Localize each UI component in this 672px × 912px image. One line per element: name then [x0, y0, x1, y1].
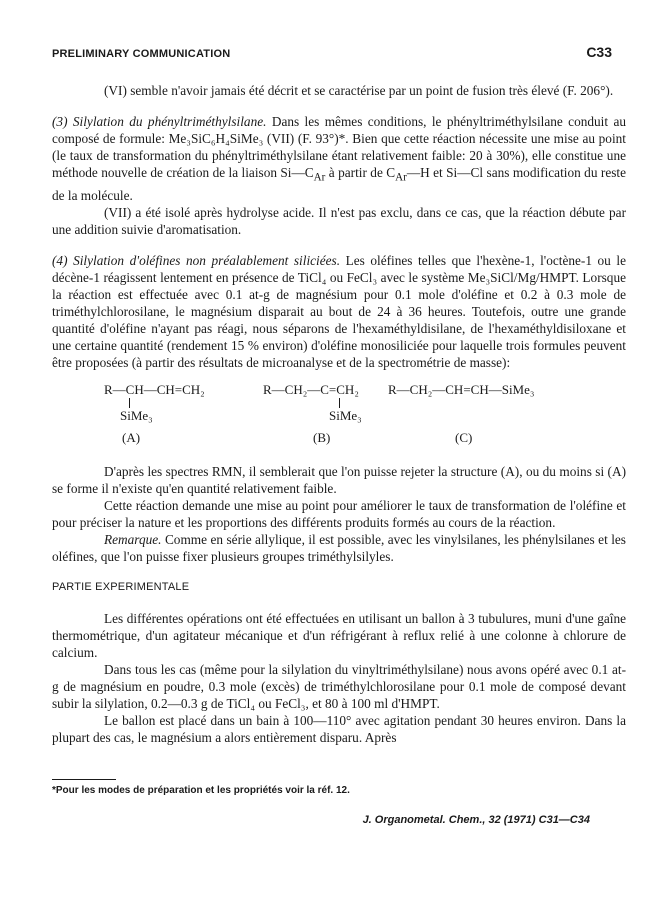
paragraph-remarque — [52, 531, 626, 565]
subscript-ar: Ar — [313, 171, 326, 184]
formula-a-substituent: SiMe₃ — [120, 407, 153, 423]
formula-a: R—CH—CH=CH₂ — [104, 381, 205, 397]
paragraph-rmn: D'après les spectres RMN, il semblerait que l'on puisse rejeter la structure (A), ou du moins si (A) se forme il n'existe qu'en quantité relativement faible. — [52, 463, 626, 496]
formula-a-label: (A) — [122, 429, 141, 445]
formula-c-label: (C) — [455, 429, 473, 445]
formula-b: R—CH₂—C=CH₂ — [263, 381, 359, 397]
page-number: C33 — [586, 44, 612, 60]
paragraph-operations: Les différentes opérations ont été effectuées en utilisant un ballon à 3 tubulures, muni d'une gaîne thermométrique, d'un agitateur mécanique et d'un réfrigérant à reflux relié à une colonne à chlorure de calcium. — [52, 610, 626, 660]
paragraph-vi: (VI) semble n'avoir jamais été décrit et se caractérise par un point de fusion très élevé (F. 206°). — [104, 83, 614, 98]
formula-b-substituent: SiMe₃ — [329, 407, 362, 423]
paragraph-text: Dans les mêmes conditions, le phényltriméthylsilane conduit au composé de formule: Me₃SiC₆H₄SiMe₃ (VII) (F. 93°)*. Bien que cette réaction nécessite une mise au point (le taux de transformation du phényltriméthylsilane étant relativement faible: 20 à 30%), elle constitue une méthode nouvelle de création de la liaison Si—C — [52, 114, 626, 180]
journal-citation: J. Organometal. Chem., 32 (1971) C31—C34 — [362, 814, 590, 826]
paragraph-text: Comme en série allylique, il est possible, avec les vinylsilanes, les phénylsilanes et les oléfines, que l'on puisse fixer plusieurs groupes triméthylsilyles. — [52, 531, 626, 564]
paragraph-text: —H et Si—Cl sans modification du reste de la molécule. — [52, 165, 626, 203]
formula-c: R—CH₂—CH=CH—SiMe₃ — [388, 381, 535, 397]
paragraph-procedure: Le ballon est placé dans un bain à 100—110° avec agitation pendant 30 heures environ. Dans la plupart des cas, le magnésium a alors entièrement disparu. Après — [52, 712, 626, 745]
page-header — [52, 46, 612, 66]
paragraph-conditions: Dans tous les cas (même pour la silylation du vinyltriméthylsilane) nous avons opéré avec 0.1 at-g de magnésium en poudre, 0.3 mole (excès) de triméthylchlorosilane pour 0.1 mole de composé devant subir la silylation, 0.2—0.3 g de TiCl₄ ou FeCl₃, et 80 à 100 ml d'HMPT. — [52, 661, 626, 711]
article-body — [52, 82, 626, 746]
remark-title: Remarque. — [104, 531, 162, 547]
chemical-formulas — [52, 379, 626, 457]
section-title-4: (4) Silylation d'oléfines non préalablement siliciées. — [52, 252, 341, 268]
footnote-rule — [52, 779, 116, 780]
section-heading-experimental: PARTIE EXPERIMENTALE — [52, 580, 190, 593]
running-title: PRELIMINARY COMMUNICATION — [52, 48, 231, 60]
paragraph-vii: (VII) a été isolé après hydrolyse acide. Il n'est pas exclu, dans ce cas, que la réaction débute par une addition suivie d'aromatisation. — [52, 204, 626, 237]
paragraph-text: à partir de C — [325, 165, 396, 180]
paragraph-mise-au-point: Cette réaction demande une mise au point pour améliorer le taux de transformation de l'oléfine et pour préciser la nature et les proportions des différents produits formés au cours de la réaction. — [52, 497, 626, 530]
paragraph-silylation-phenyl — [52, 113, 626, 204]
formula-b-label: (B) — [313, 429, 331, 445]
section-title-3: (3) Silylation du phényltriméthylsilane. — [52, 114, 267, 129]
subscript-ar: Ar — [395, 171, 407, 184]
paragraph-text: Les oléfines telles que l'hexène-1, l'octène-1 ou le décène-1 réagissent lentement en présence de TiCl₄ ou FeCl₃ avec le système Me₃SiCl/Mg/HMPT. Lorsque la réaction est effectuée avec 0.1 at-g de magnésium pour 0.1 mole d'oléfine et 0.2 à 0.3 mole de triméthylchlorosilane, le magnésium disparait au bout de 24 à 36 heures. Toutefois, outre une grande quantité d'oléfine n'ayant pas réagi, nous séparons de l'hexaméthyldisilane, de l'hexaméthyldisiloxane et une certaine quantité (rendement 15 % environ) d'oléfine monosiliciée pour laquelle trois formules peuvent être proposées (à partir des résultats de microanalyse et de la spectrométrie de masse): — [52, 252, 626, 370]
footnote: *Pour les modes de préparation et les propriétés voir la réf. 12. — [52, 785, 350, 796]
paragraph-silylation-olefins — [52, 252, 626, 371]
